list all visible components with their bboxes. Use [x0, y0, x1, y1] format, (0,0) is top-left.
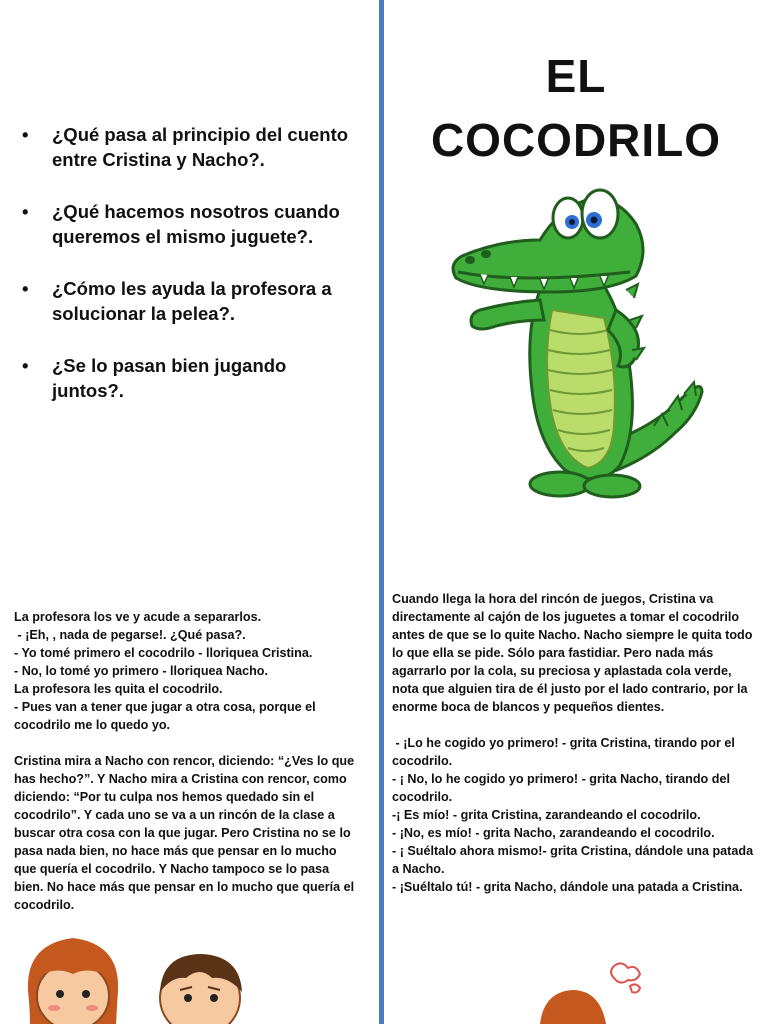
kids-fighting-illustration — [520, 960, 650, 1024]
page-title — [384, 44, 768, 172]
boy-illustration — [150, 948, 250, 1024]
bullet-icon: • — [22, 278, 29, 299]
question-text: ¿Cómo les ayuda la profesora a solucionar la pelea?. — [52, 278, 332, 324]
title-line-1: EL — [545, 50, 607, 102]
questions-list — [22, 122, 362, 430]
crocodile-illustration — [440, 180, 730, 510]
question-text: ¿Qué hacemos nosotros cuando queremos el mismo juguete?. — [52, 201, 340, 247]
column-divider-bottom — [379, 574, 384, 1024]
girl-illustration — [18, 930, 128, 1024]
story-right-paragraph-1: Cuando llega la hora del rincón de juegos, Cristina va directamente al cajón de los juguetes a tomar el cocodrilo antes de que se lo quite Nacho. Nacho siempre le quita todo lo que ella se pide. Sólo para fastidiar. Pero nada más agarrarlo por la cola, su preciosa y aplastada cola verde, nota que alguien tira de él justo por el lado contrario, por la enorme boca de blancos y pequeños dientes. — [392, 592, 756, 714]
bullet-icon: • — [22, 355, 29, 376]
bullet-icon: • — [22, 201, 29, 222]
question-item — [22, 199, 362, 249]
story-right-column — [392, 590, 754, 896]
question-item — [22, 276, 362, 326]
story-left-column — [14, 608, 359, 914]
question-item — [22, 353, 362, 403]
question-text: ¿Se lo pasan bien jugando juntos?. — [52, 355, 287, 401]
story-right-paragraph-2: - ¡Lo he cogido yo primero! - grita Cristina, tirando por el cocodrilo. - ¡ No, lo he cogido yo primero! - grita Nacho, tirando del cocodrilo. -¡ Es mío! - grita Cristina, zarandeando el cocodrilo. - ¡No, es mío! - grita Nacho, zarandeando el cocodrilo. - ¡ Suéltalo ahora mismo!- grita Cristina, dándole una patada a Nacho. - ¡Suéltalo tú! - grita Nacho, dándole una patada a Cristina. — [392, 736, 754, 894]
bullet-icon: • — [22, 124, 29, 145]
story-left-paragraph-1: La profesora los ve y acude a separarlos. - ¡Eh, , nada de pegarse!. ¿Qué pasa?. - Yo tomé primero el cocodrilo - lloriquea Cristina. - No, lo tomé yo primero - lloriquea Nacho. La profesora les quita el cocodrilo. - Pues van a tener que jugar a otra cosa, porque el cocodrilo me lo quedo yo. — [14, 610, 316, 732]
title-line-2: COCODRILO — [430, 114, 722, 166]
question-text: ¿Qué pasa al principio del cuento entre Cristina y Nacho?. — [52, 124, 349, 170]
story-left-paragraph-2: Cristina mira a Nacho con rencor, diciendo: “¿Ves lo que has hecho?”. Y Nacho mira a Cristina con rencor, como diciendo: “Por tu culpa nos hemos quedado sin el cocodrilo”. Y cada uno se va a un rincón de la clase a buscar otra cosa con la que jugar. Pero Cristina no se lo pasa nada bien, no hace más que pensar en lo mucho que quería el cocodrilo. Y Nacho tampoco se lo pasa bien. No hace más que pensar en lo mucho que quería el cocodrilo. — [14, 754, 358, 912]
question-item — [22, 122, 362, 172]
